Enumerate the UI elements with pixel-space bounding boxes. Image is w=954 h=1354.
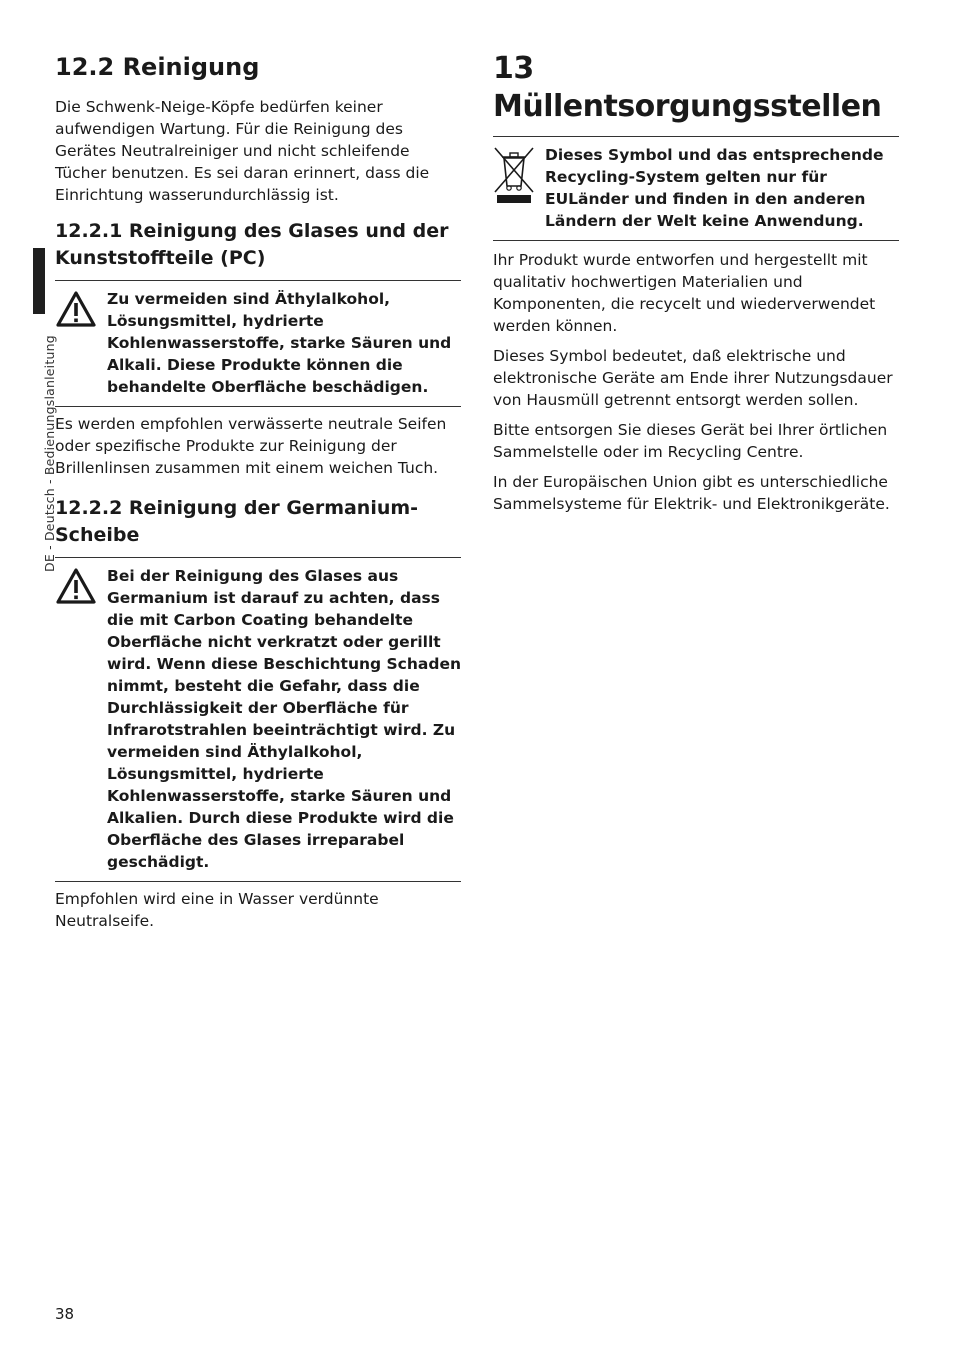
weee-note — [493, 136, 899, 241]
disposal-paragraph-2: Dieses Symbol bedeutet, daß elektrische und elektronische Geräte am Ende ihrer Nutzungsdauer von Hausmüll getrennt entsorgt werden sollen. — [493, 347, 893, 409]
disposal-paragraph-3: Bitte entsorgen Sie dieses Gerät bei Ihrer örtlichen Sammelstelle oder im Recycling Centre. — [493, 421, 888, 461]
cleaning-intro: Die Schwenk-Neige-Köpfe bedürfen keiner aufwendigen Wartung. Für die Reinigung des Gerätes Neutralreiniger und nicht schleifende Tücher benutzen. Es sei daran erinnert, dass die Einrichtung wasserundurchlässig ist. — [55, 98, 430, 204]
chapter-heading-waste-disposal: 13 Müllentsorgungsstellen — [493, 51, 882, 124]
disposal-paragraph-4: In der Europäischen Union gibt es unterschiedliche Sammelsysteme für Elektrik- und Elektronikgeräte. — [493, 473, 890, 513]
right-column — [493, 50, 899, 523]
subsection-heading-glass-plastic: 12.2.1 Reinigung des Glases und der Kunststoffteile (PC) — [55, 220, 449, 269]
warning-text-germanium: Bei der Reinigung des Glases aus Germanium ist darauf zu achten, dass die mit Carbon Coating behandelte Oberfläche nicht verkratzt oder gerillt wird. Wenn diese Beschichtung Schaden nimmt, besteht die Gefahr, dass die Durchlässigkeit der Oberfläche für Infrarotstrahlen beeinträchtigt wird. Zu vermeiden sind Äthylalkohol, Lösungsmittel, hydrierte Kohlenwasserstoffe, starke Säuren und Alkalien. Durch diese Produkte wird die Oberfläche des Glases irreparabel geschädigt. — [107, 567, 462, 871]
disposal-paragraph-1: Ihr Produkt wurde entworfen und hergestellt mit qualitativ hochwertigen Materialien und Komponenten, die recycelt und wiederverwendet werden können. — [493, 251, 876, 335]
warning-note-glass-plastic — [55, 280, 461, 407]
recommendation-germanium: Empfohlen wird eine in Wasser verdünnte Neutralseife. — [55, 890, 379, 930]
warning-text-glass-plastic: Zu vermeiden sind Äthylalkohol, Lösungsmittel, hydrierte Kohlenwasserstoffe, starke Säuren und Alkali. Diese Produkte können die behandelte Oberfläche beschädigen. — [107, 290, 452, 396]
warning-note-germanium — [55, 557, 461, 882]
recommendation-glass-plastic: Es werden empfohlen verwässerte neutrale Seifen oder spezifische Produkte zur Reinigung der Brillenlinsen zusammen mit einem weichen Tuch. — [55, 415, 447, 477]
warning-triangle-icon — [55, 565, 107, 609]
page-number: 38 — [55, 1305, 75, 1323]
section-heading-cleaning: 12.2 Reinigung — [55, 53, 260, 81]
weee-note-text: Dieses Symbol und das entsprechende Recycling-System gelten nur für EULänder und finden in den anderen Ländern der Welt keine Anwendung. — [545, 146, 884, 230]
warning-triangle-icon — [55, 288, 107, 332]
section-thumb-tab — [33, 248, 45, 314]
side-label: DE - Deutsch - Bedienungslanleitung — [42, 335, 57, 572]
subsection-heading-germanium: 12.2.2 Reinigung der Germanium-Scheibe — [55, 497, 419, 546]
left-column — [55, 50, 461, 940]
crossed-out-bin-icon — [493, 144, 545, 210]
